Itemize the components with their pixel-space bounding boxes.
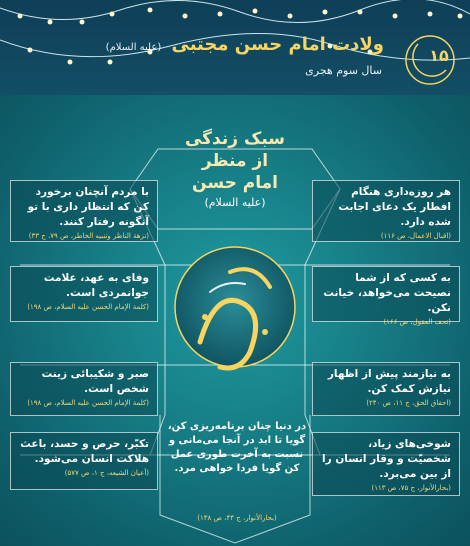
quote-source: (کلمة الإمام الحسن علیه السلام، ص ۱۹۸) [27, 399, 149, 407]
quote-card [10, 266, 158, 322]
quote-card [10, 362, 158, 416]
quote-card [312, 432, 460, 496]
quote-text: شوخی‌های زیاد، شخصیّت و وقار انسان را از بین می‌برد. [322, 438, 451, 480]
center-heading [150, 128, 320, 209]
center-title-line1: سبک زندگی [184, 129, 286, 149]
quote-text: صبر و شکیبائی زینت شخص است. [41, 368, 149, 395]
quote-source: (أعیان الشیعه، ج ۱، ص ۵۷۷) [64, 469, 149, 477]
quote-text: وفای به عهد، علامت جوانمردی است. [43, 272, 149, 299]
quote-card [312, 180, 460, 242]
quote-card [312, 362, 460, 416]
quote-card [10, 180, 158, 242]
quote-text: با مردم آنچنان برخورد کن که انتظار داری با تو آنگونه رفتار کنند. [27, 186, 149, 228]
center-title-line2: از منظر [201, 151, 269, 171]
page-title [106, 34, 384, 55]
title-text: ولادت امام حسن مجتبی [171, 34, 384, 55]
quote-card [10, 432, 158, 490]
quote-text: تکبّر، حرص و حسد، باعث هلاکت انسان می‌شود. [20, 438, 149, 465]
bottom-quote-text: در دنیا چنان برنامه‌ریزی کن، گویا تا ابد در آنجا می‌مانی و نسبت به آخرت طوری عمل کن گویا فردا خواهی مرد. [167, 421, 307, 474]
quote-text: هر روزه‌داری هنگام افطار یک دعای اجابت شده دارد. [338, 186, 451, 228]
quote-source: (نزهة الناظر وتنبیه الخاطر، ص ۷۹، ح ۳۳) [28, 232, 149, 240]
quote-source: (اقبال الاعمال، ص ۱۱۶) [380, 232, 451, 240]
header-banner [0, 0, 470, 95]
quote-text: به کسی که از شما نصیحت می‌خواهد، خیانت نکن. [323, 272, 451, 314]
quote-source: (بحارالأنوار، ج ۷۵، ص ۱۱۳) [371, 484, 451, 492]
calligraphy-medallion [170, 232, 300, 392]
page-subtitle: سال سوم هجری [305, 64, 382, 77]
quote-source: (کلمة الإمام الحسن علیه السلام، ص ۱۹۸) [27, 303, 149, 311]
center-title-note: (علیه السلام) [204, 196, 266, 209]
center-title-line3: امام حسن [192, 173, 278, 193]
quote-source: (تحف العقول، ص ۱۶۶) [383, 318, 451, 326]
bottom-quote-source: (بحارالأنوار، ج ۴۴، ص ۱۳۸) [197, 514, 277, 522]
quote-card [312, 266, 460, 326]
title-note: (علیه السلام) [105, 42, 162, 53]
quote-text: به نیازمند پیش از اظهار نیازش کمک کن. [327, 368, 451, 395]
date-number: ۱۵ [429, 46, 449, 65]
quote-source: (احقاق الحق، ج ۱۱، ص ۲۴۰) [366, 399, 451, 407]
